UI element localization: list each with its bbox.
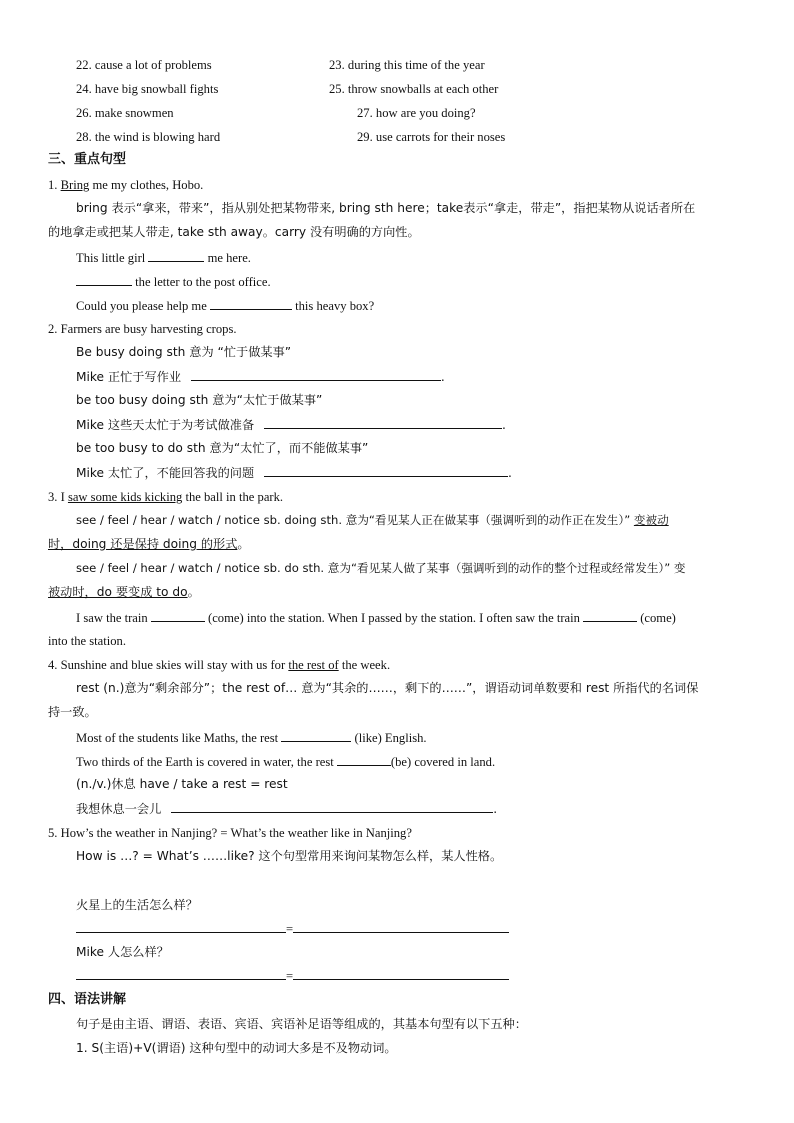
sentence2-p2-ex-text: Mike 这些天太忙于为考试做准备 (76, 418, 255, 432)
sentence5-q1-answer (76, 920, 509, 937)
sentence3-ex-text-a: I saw the train (76, 611, 148, 625)
sentence2-p2-ex (76, 416, 506, 433)
sentence3-rule1-line2-end: 。 (237, 537, 250, 551)
sentence3-rule1-line2 (48, 536, 250, 552)
sentence4-note: (n./v.)休息 have / take a rest = rest (76, 777, 288, 791)
sentence3-rule1-underlined: 变被动 (633, 513, 669, 527)
sentence2-p1-ex-text: Mike 正忙于写作业 (76, 370, 182, 384)
sentence1-ex2 (76, 273, 271, 290)
sentence4-ex2 (76, 753, 495, 770)
sentence3-ex-text-b: (come) into the station. When I passed by the station. I often saw the train (208, 611, 580, 625)
sentence5-q2: Mike 人怎么样？ (76, 945, 169, 959)
answer-blank[interactable] (151, 609, 205, 622)
sentence5-expl: How is …? = What’s ……like? 这个句型常用来询问某物怎么样，某人性格。 (76, 849, 503, 863)
answer-blank[interactable] (583, 609, 637, 622)
section4-pattern1: 1. S(主语)+V(谓语) 这种句型中的动词大多是不及物动词。 (76, 1041, 397, 1055)
sentence1-ex3 (76, 297, 374, 314)
sentence4-ex1 (76, 729, 427, 746)
sentence1-rest: me my clothes, Hobo. (89, 178, 204, 192)
sentence3-head-underlined: saw some kids kicking (67, 490, 183, 504)
sentence1-expl-line2: 的地拿走或把某人带走, take sth away。carry 没有明确的方向性。 (48, 225, 420, 239)
sentence4-ex1-text-b: (like) English. (354, 731, 427, 745)
sentence1-ex1 (76, 249, 251, 266)
answer-blank[interactable] (293, 920, 509, 933)
sentence3-rule2-line1: see / feel / hear / watch / notice sb. do sth. 意为“看见某人做了某事（强调听到的动作的整个过程或经常发生）” 变 (76, 561, 686, 575)
sentence2-p3: be too busy to do sth 意为“太忙了，而不能做某事” (76, 441, 369, 455)
sentence3-rule2-line2-underlined: 被动时，do 要变成 to do (48, 585, 188, 599)
section4-intro: 句子是由主语、谓语、表语、宾语、宾语补足语等组成的，其基本句型有以下五种： (76, 1017, 527, 1031)
sentence3-head-a: 3. I (48, 490, 68, 504)
period: . (508, 466, 512, 480)
sentence4-ex3-text: 我想休息一会儿 (76, 802, 162, 816)
equals-sign: = (286, 969, 294, 983)
sentence3-head (48, 489, 283, 505)
sentence3-rule1-text: see / feel / hear / watch / notice sb. doing sth. 意为“看见某人正在做某事（强调听到的动作正在发生）” (76, 513, 631, 527)
answer-blank[interactable] (148, 249, 204, 262)
sentence4-head-underlined: the rest of (288, 658, 339, 672)
answer-blank[interactable] (337, 753, 391, 766)
sentence3-ex-line2: into the station. (48, 634, 127, 648)
period: . (440, 370, 445, 384)
answer-blank[interactable] (293, 967, 509, 980)
sentence4-ex2-text-a: Two thirds of the Earth is covered in water, the rest (76, 755, 334, 769)
answer-blank[interactable] (76, 967, 286, 980)
sentence4-head-a: 4. Sunshine and blue skies will stay with us for (48, 658, 289, 672)
sentence1-num: 1. (48, 178, 58, 192)
sentence3-head-b: the ball in the park. (182, 490, 284, 504)
phrase-22: 22. cause a lot of problems (76, 58, 212, 72)
sentence1-underlined: Bring (60, 178, 90, 192)
period: . (502, 418, 506, 432)
period: . (493, 802, 498, 816)
phrase-24: 24. have big snowball fights (76, 82, 219, 96)
section4-heading: 四、语法讲解 (48, 992, 127, 1007)
sentence3-rule1-line1 (76, 512, 669, 528)
answer-blank[interactable] (264, 464, 508, 477)
sentence4-ex3 (76, 800, 497, 817)
sentence5-head: 5. How’s the weather in Nanjing? = What’s the weather like in Nanjing? (48, 826, 412, 840)
sentence1-ex1-text-a: This little girl (76, 251, 146, 265)
sentence1-ex2-text: the letter to the post office. (135, 275, 271, 289)
sentence3-ex (76, 609, 676, 626)
phrase-28: 28. the wind is blowing hard (76, 130, 221, 144)
sentence2-p3-ex (76, 464, 512, 481)
sentence3-rule1-line2-underlined: 时，doing 还是保持 doing 的形式 (48, 537, 238, 551)
sentence3-ex-text-c: (come) (640, 611, 676, 625)
sentence1-ex3-text-a: Could you please help me (76, 299, 207, 313)
section3-heading: 三、重点句型 (48, 152, 127, 167)
equals-sign: = (286, 922, 294, 936)
phrase-25: 25. throw snowballs at each other (329, 82, 499, 96)
phrase-27: 27. how are you doing? (357, 106, 476, 120)
sentence5-q2-answer (76, 967, 509, 984)
answer-blank[interactable] (76, 273, 132, 286)
answer-blank[interactable] (281, 729, 351, 742)
sentence2-p1: Be busy doing sth 意为 “忙于做某事” (76, 345, 292, 359)
answer-blank[interactable] (210, 297, 292, 310)
sentence2-p3-ex-text: Mike 太忙了，不能回答我的问题 (76, 466, 255, 480)
sentence4-ex2-text-b: (be) covered in land. (390, 755, 496, 769)
phrase-29: 29. use carrots for their noses (357, 130, 506, 144)
answer-blank[interactable] (191, 368, 441, 381)
sentence4-head-b: the week. (338, 658, 391, 672)
phrase-23: 23. during this time of the year (329, 58, 485, 72)
sentence1-ex3-text-b: this heavy box? (295, 299, 375, 313)
answer-blank[interactable] (264, 416, 502, 429)
sentence2-p1-ex (76, 368, 445, 385)
sentence4-expl-line2: 持一致。 (48, 705, 97, 719)
phrase-26: 26. make snowmen (76, 106, 174, 120)
sentence2-head: 2. Farmers are busy harvesting crops. (48, 322, 237, 336)
answer-blank[interactable] (76, 920, 286, 933)
sentence4-head (48, 657, 390, 673)
sentence1-ex1-text-b: me here. (207, 251, 251, 265)
sentence3-rule2-line2 (48, 584, 200, 600)
sentence4-ex1-text-a: Most of the students like Maths, the rest (76, 731, 279, 745)
sentence3-rule2-line2-end: 。 (187, 585, 200, 599)
sentence4-expl-line1: rest (n.)意为“剩余部分”；the rest of… 意为“其余的……，剩下的……”，谓语动词单数要和 rest 所指代的名词保 (76, 681, 699, 695)
sentence2-p2: be too busy doing sth 意为“太忙于做某事” (76, 393, 323, 407)
sentence1-head (48, 177, 203, 193)
answer-blank[interactable] (171, 800, 493, 813)
sentence5-q1: 火星上的生活怎么样？ (76, 898, 198, 912)
sentence1-expl-line1: bring 表示“拿来，带来”，指从别处把某物带来, bring sth here；take表示“拿走，带走”，指把某物从说话者所在 (76, 201, 696, 215)
